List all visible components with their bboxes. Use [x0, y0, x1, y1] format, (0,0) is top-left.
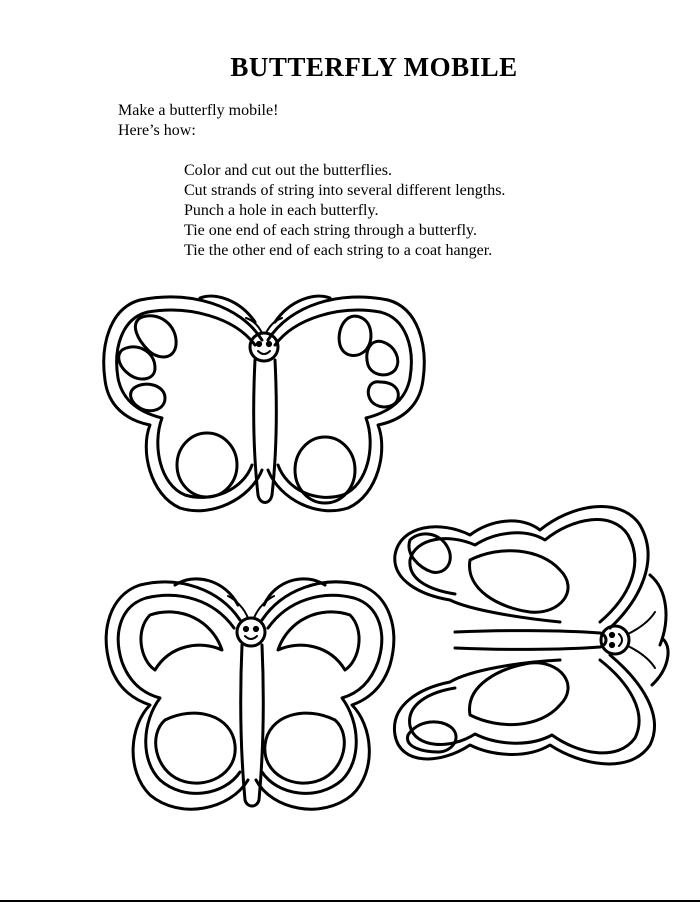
- intro-line: Make a butterfly mobile!: [118, 102, 279, 119]
- instruction-step: Tie one end of each string through a butterfly.: [184, 222, 477, 239]
- butterfly-bottom-left: [106, 579, 394, 809]
- intro-line: Here’s how:: [118, 122, 196, 139]
- instruction-step: Tie the other end of each string to a coat hanger.: [184, 242, 493, 259]
- butterfly-top: [104, 296, 424, 511]
- page-title: BUTTERFLY MOBILE: [230, 52, 518, 82]
- instruction-step: Color and cut out the butterflies.: [184, 162, 392, 179]
- instruction-step: Punch a hole in each butterfly.: [184, 202, 379, 219]
- instruction-step: Cut strands of string into several different lengths.: [184, 182, 506, 199]
- bottom-divider: [0, 900, 700, 902]
- butterfly-right-sideways: [394, 506, 668, 763]
